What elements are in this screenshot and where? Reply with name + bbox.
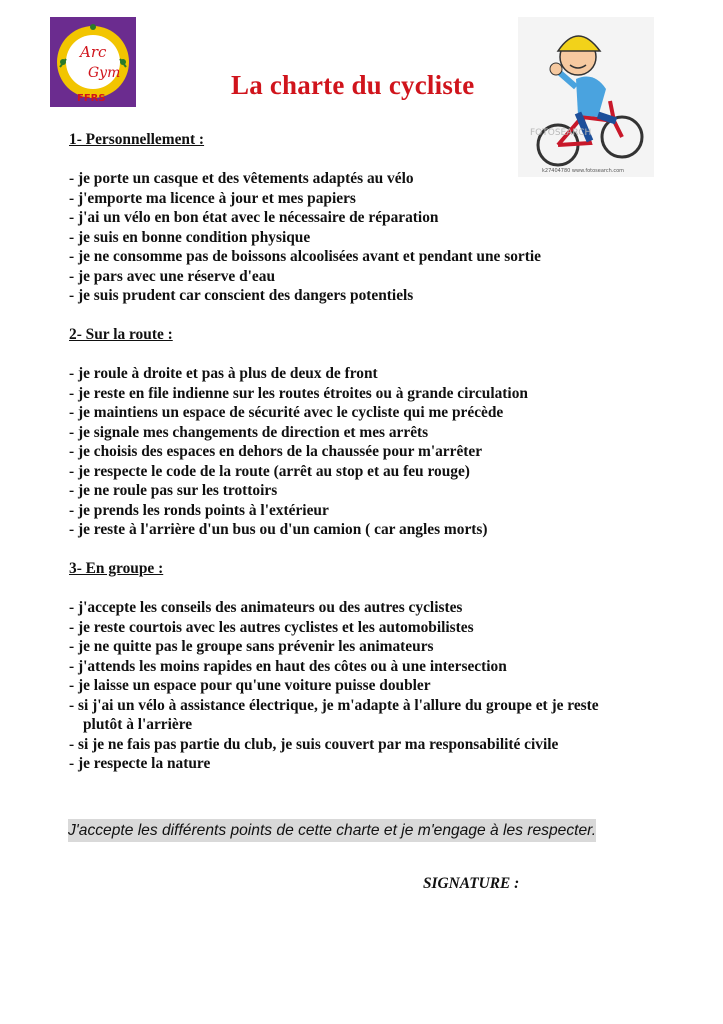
rule-item: - j'emporte ma licence à jour et mes papiers [69,189,356,207]
rule-item: - je prends les ronds points à l'extérieur [69,501,329,519]
rule-item: - si j'ai un vélo à assistance électrique, je m'adapte à l'allure du groupe et je reste [69,696,599,714]
rule-item: - je ne consomme pas de boissons alcoolisées avant et pendant une sortie [69,248,541,265]
rule-item: - je suis en bonne condition physique [69,228,311,246]
rule-item: - je respecte le code de la route (arrêt au stop et au feu rouge) [69,462,470,480]
rule-item: - je maintiens un espace de sécurité avec le cycliste qui me précède [69,404,504,421]
section-en-groupe [69,559,669,774]
rule-item: - je reste courtois avec les autres cyclistes et les automobilistes [69,618,474,636]
signature-label: SIGNATURE : [423,875,520,892]
rule-item: - je respecte la nature [69,755,211,772]
logo-icon [50,17,136,107]
logo-text-bottom: FFRS [77,93,106,104]
rule-item: - je reste en file indienne sur les routes étroites ou à grande circulation [69,384,528,402]
logo-text-top: Arc [80,43,107,61]
rule-item: - je signale mes changements de direction et mes arrêts [69,423,429,441]
rule-item: - je porte un casque et des vêtements adaptés au vélo [69,170,414,187]
rule-item: - je ne roule pas sur les trottoirs [69,482,278,499]
rule-item: - je roule à droite et pas à plus de deux de front [69,365,378,382]
rule-item: - je ne quitte pas le groupe sans prévenir les animateurs [69,638,434,655]
arc-gym-ffrs-logo [50,17,136,107]
section-heading: 1- Personnellement : [69,131,205,148]
rule-item: - si je ne fais pas partie du club, je suis couvert par ma responsabilité civile [69,735,559,753]
rule-item: - j'attends les moins rapides en haut des côtes ou à une intersection [69,657,507,675]
illustration-watermark: FOTOSEARCH [530,128,592,138]
logo-text-mid: Gym [88,65,121,81]
section-heading: 3- En groupe : [69,560,164,577]
rule-list [69,169,669,306]
section-personnellement [69,130,669,306]
rule-item: - j'accepte les conseils des animateurs ou des autres cyclistes [69,599,463,616]
section-heading: 2- Sur la route : [69,326,173,343]
page-title: La charte du cycliste [231,70,475,100]
rule-item: - je choisis des espaces en dehors de la chaussée pour m'arrêter [69,443,483,460]
charter-content [69,130,669,793]
rule-list [69,364,669,540]
rule-item: - je laisse un espace pour qu'une voiture puisse doubler [69,677,431,694]
section-sur-la-route [69,325,669,540]
illustration-caption: k27404780 www.fotosearch.com [542,168,625,174]
rule-item: - je suis prudent car conscient des dangers potentiels [69,287,414,304]
rule-item-continuation: plutôt à l'arrière [83,716,193,733]
rule-item: - je reste à l'arrière d'un bus ou d'un camion ( car angles morts) [69,521,488,538]
commitment-statement [68,817,648,845]
commitment-text: J'accepte les différents points de cette charte et je m'engage à les respecter. [68,819,596,842]
rule-item: - j'ai un vélo en bon état avec le nécessaire de réparation [69,209,439,226]
rule-list [69,598,669,774]
rule-item: - je pars avec une réserve d'eau [69,267,276,285]
